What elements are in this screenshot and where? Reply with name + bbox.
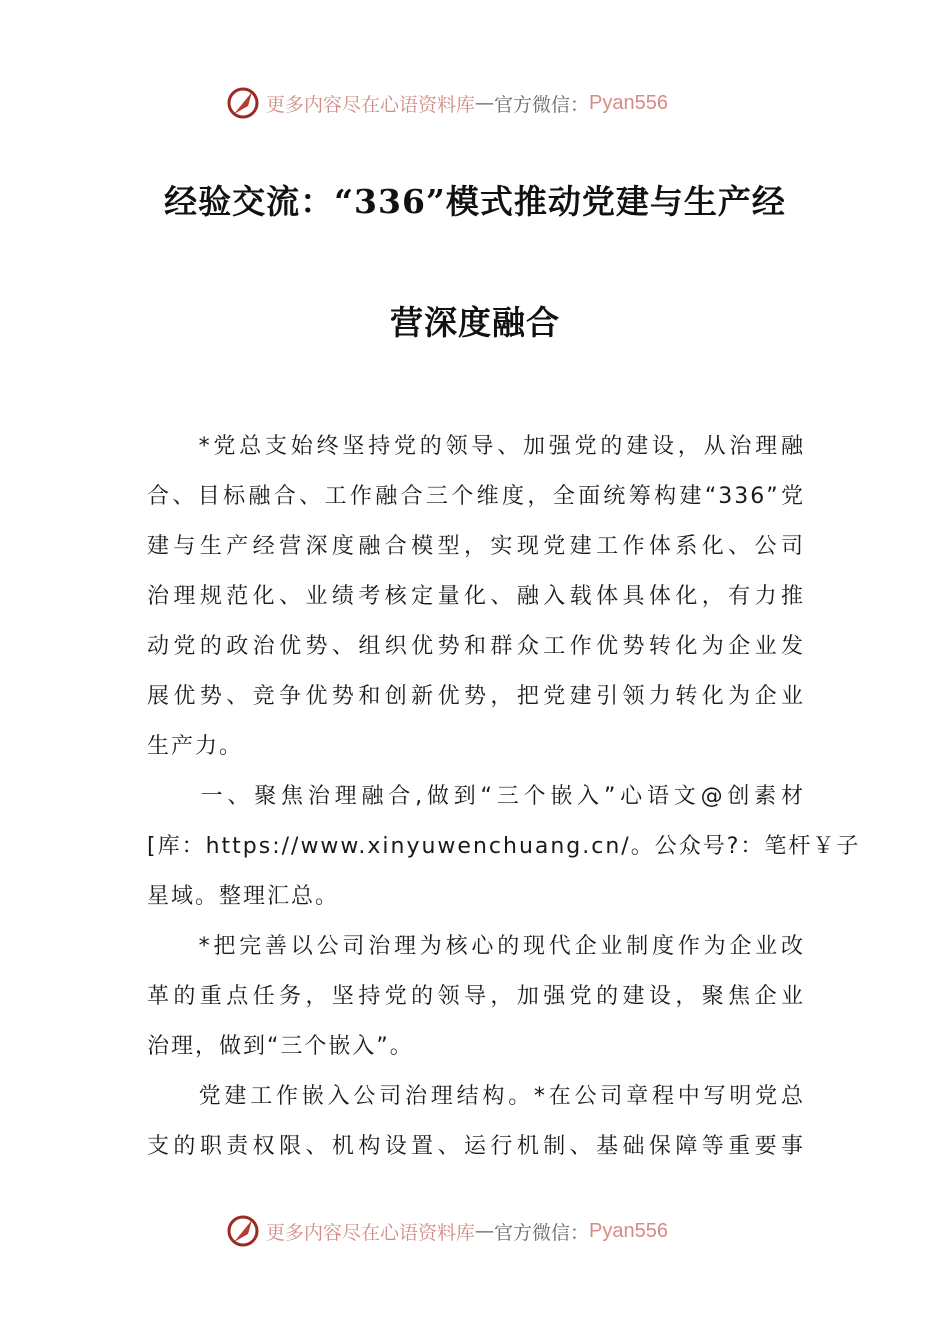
body-text-line: 治理，做到“三个嵌入”。: [147, 1034, 414, 1059]
footer-watermark: [226, 1211, 726, 1251]
header-watermark: [226, 83, 726, 123]
watermark-id: Pyan556: [589, 1219, 668, 1242]
document-title-line-1: 经验交流：“336”模式推动党建与生产经: [164, 182, 786, 221]
body-text-line: 星域。整理汇总。: [147, 884, 340, 909]
body-text-line: *把完善以公司治理为核心的现代企业制度作为企业改: [147, 934, 805, 959]
watermark-id: Pyan556: [589, 91, 668, 114]
watermark-brand: 更多内容尽在心语资料库: [266, 93, 476, 116]
watermark-brand: 更多内容尽在心语资料库: [266, 1221, 476, 1244]
body-text-line: 一、聚焦治理融合,做到“三个嵌入”心语文@创素材: [147, 784, 805, 809]
body-text-line: 生产力。: [147, 734, 244, 759]
body-text-line: 革的重点任务，坚持党的领导，加强党的建设，聚焦企业: [147, 984, 805, 1009]
body-text-line: 展优势、竞争优势和创新优势，把党建引领力转化为企业: [147, 684, 805, 709]
quill-logo-icon: [226, 86, 260, 120]
watermark-official: 官方微信：: [494, 93, 590, 116]
quill-logo-icon: [226, 1214, 260, 1248]
body-text-line: 治理规范化、业绩考核定量化、融入载体具体化，有力推: [147, 584, 805, 609]
watermark-official: 官方微信：: [494, 1221, 590, 1244]
body-text-line: [库：https://www.xinyuwenchuang.cn/。公众号?：笔杆￥子: [147, 834, 861, 859]
body-text-line: *党总支始终坚持党的领导、加强党的建设，从治理融: [147, 434, 805, 459]
document-title-line-2: 营深度融合: [390, 303, 560, 342]
body-text-line: 党建工作嵌入公司治理结构。*在公司章程中写明党总: [147, 1084, 805, 1109]
body-text-line: 支的职责权限、机构设置、运行机制、基础保障等重要事: [147, 1134, 805, 1159]
watermark-sep: —: [475, 1220, 495, 1242]
body-text-line: 建与生产经营深度融合模型，实现党建工作体系化、公司: [147, 534, 805, 559]
watermark-sep: —: [475, 92, 495, 114]
body-text-line: 动党的政治优势、组织优势和群众工作优势转化为企业发: [147, 634, 805, 659]
body-text-line: 合、目标融合、工作融合三个维度，全面统筹构建“336”党: [147, 484, 805, 509]
